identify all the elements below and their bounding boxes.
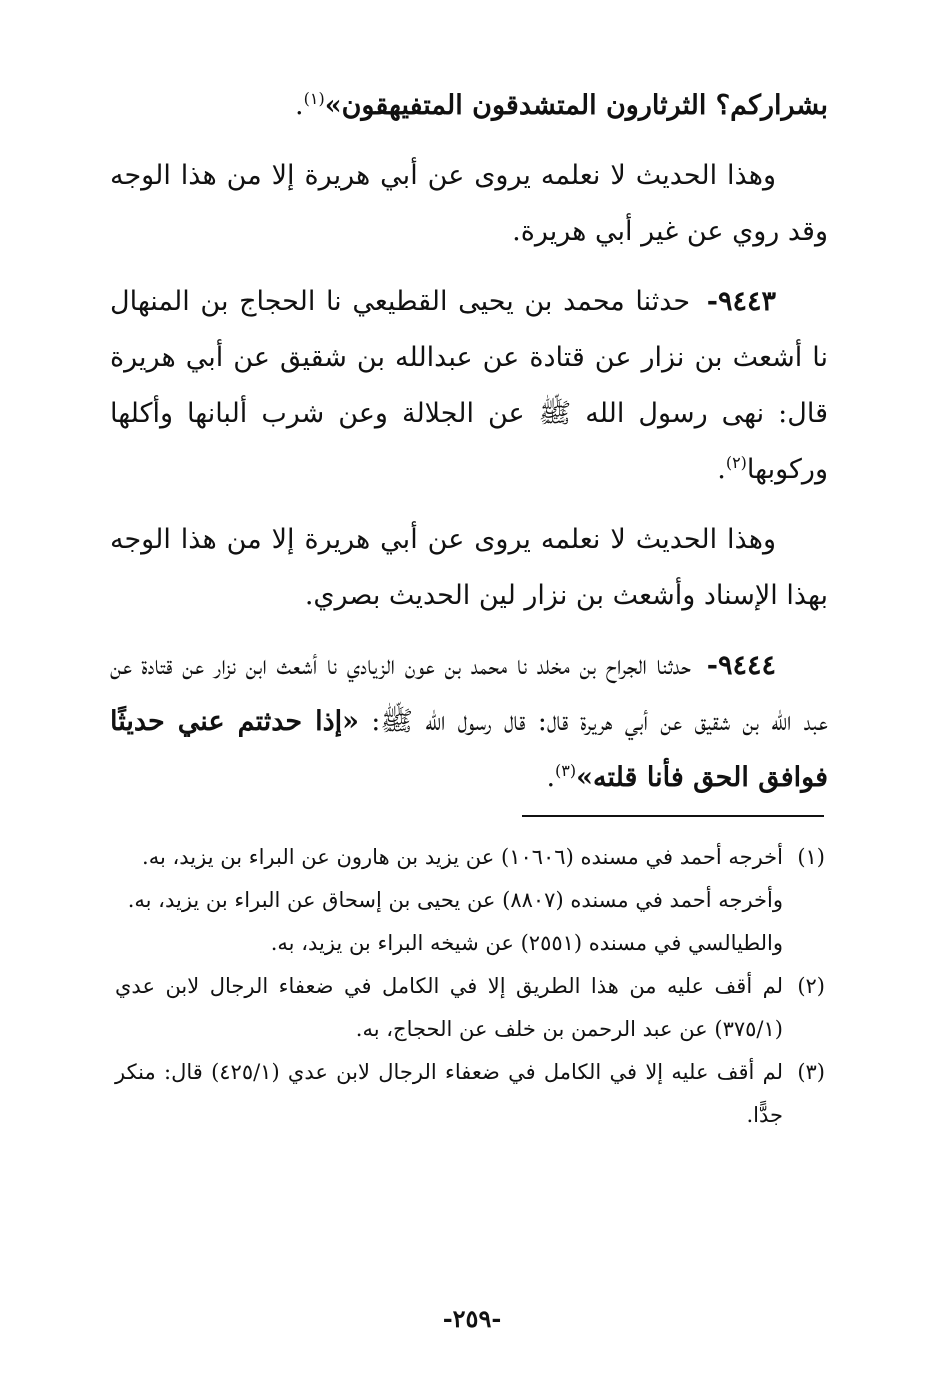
hadith-ending-text: بشراركم؟ الثرثارون المتشدقون المتفيهقون»: [324, 90, 828, 121]
hadith-quote: «إذا حدثتم عني حديثًا فوافق الحق فأنا قلته»: [110, 706, 828, 793]
footnote-number: (٣): [797, 1060, 825, 1084]
period: .: [295, 90, 304, 121]
footnote-ref-3: (٣): [555, 761, 577, 780]
footnote-separator: [522, 815, 824, 817]
footnote-text: لم أقف عليه من هذا الطريق إلا في الكامل في ضعفاء الرجال لابن عدي (٣٧٥/١) عن عبد الرحمن بن خلف عن الحجاج، به.: [115, 974, 783, 1041]
page-number: -٢٥٩-: [442, 1304, 502, 1333]
footnote-number: (٢): [797, 974, 825, 998]
paragraph-hadith-ending: [110, 78, 828, 134]
paragraph-commentary-1: وهذا الحديث لا نعلمه يروى عن أبي هريرة إلا من هذا الوجه وقد روي عن غير أبي هريرة.: [110, 160, 828, 247]
paragraph-commentary-2: وهذا الحديث لا نعلمه يروى عن أبي هريرة إلا من هذا الوجه بهذا الإسناد وأشعث بن نزار لين الحديث بصري.: [110, 524, 828, 611]
footnote-1: [115, 836, 825, 879]
hadith-number: ٩٤٤٤-: [706, 650, 776, 681]
period: .: [717, 454, 726, 485]
footnote-number: (١): [797, 845, 825, 869]
main-text: [110, 78, 828, 820]
footnote-ref-2: (٢): [725, 453, 747, 472]
footnote-ref-1: (١): [303, 89, 325, 108]
period: .: [546, 762, 556, 793]
footnote-2: [115, 965, 825, 1051]
hadith-text: حدثنا الجراح بن مخلد نا محمد بن عون الزيادي نا أشعث ابن نزار عن قتادة عن عبد الله بن شقيق عن أبي هريرة قال: قال رسول الله ﷺ:: [110, 650, 828, 737]
footnote-text: لم أقف عليه إلا في الكامل في ضعفاء الرجال لابن عدي (٤٢٥/١) قال: منكر جدًّا.: [115, 1060, 783, 1127]
footnotes: [115, 836, 825, 1137]
hadith-9444: [110, 638, 828, 806]
footnote-1-continuation: والطيالسي في مسنده (٢٥٥١) عن شيخه البراء بن يزيد، به.: [270, 931, 783, 955]
footnote-1-continuation: وأخرجه أحمد في مسنده (٨٨٠٧) عن يحيى بن إسحاق عن البراء بن يزيد، به.: [127, 888, 783, 912]
hadith-number: ٩٤٤٣-: [706, 286, 776, 317]
hadith-9443: [110, 274, 828, 498]
footnote-3: [115, 1051, 825, 1137]
hadith-text: حدثنا محمد بن يحيى القطيعي نا الحجاج بن المنهال نا أشعث بن نزار عن قتادة عن عبدالله بن شقيق عن أبي هريرة قال: نهى رسول الله ﷺ عن الجلالة وعن شرب ألبانها وأكلها وركوبها: [110, 286, 828, 485]
footnote-text: أخرجه أحمد في مسنده (١٠٦٠٦) عن يزيد بن هارون عن البراء بن يزيد، به.: [142, 845, 783, 869]
